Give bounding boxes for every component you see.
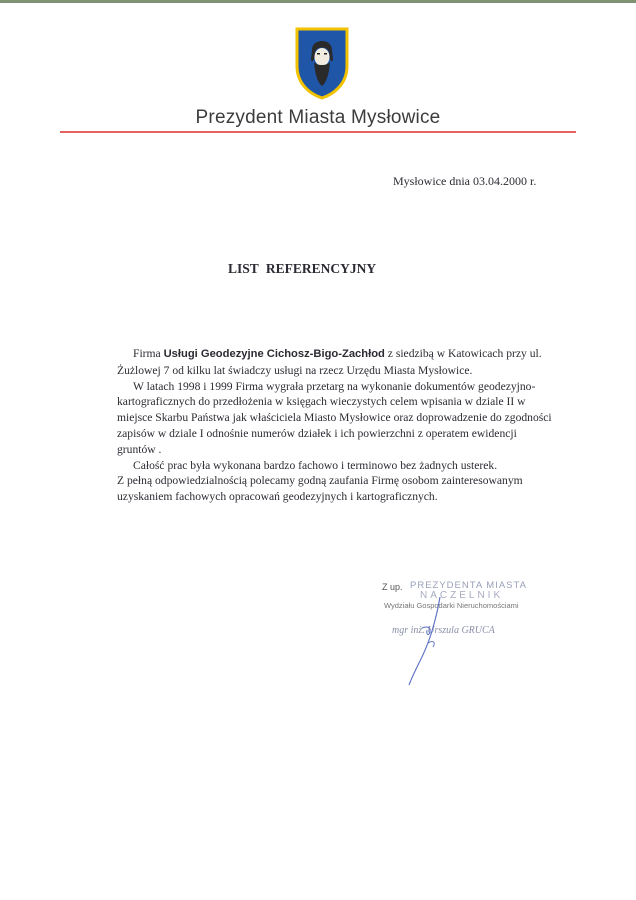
- top-edge-rule: [0, 0, 636, 3]
- header-title: Prezydent Miasta Mysłowice: [195, 107, 441, 128]
- stamp-line-1: PREZYDENTA MIASTA: [410, 580, 527, 591]
- paragraph-1: [117, 346, 553, 379]
- stamp-line-3: Wydziału Gospodarki Nieruchomościami: [384, 601, 519, 610]
- handwritten-signature: [400, 595, 460, 690]
- paragraph-1-lead: Firma: [133, 347, 164, 360]
- letter-date: Mysłowice dnia 03.04.2000 r.: [393, 174, 537, 188]
- paragraph-4: [117, 473, 553, 505]
- stamp-z-up: Z up.: [382, 582, 403, 592]
- stamp-line-2: NACZELNIK: [420, 590, 504, 601]
- stamp-signatory-name: mgr inż. Urszula GRUCA: [392, 625, 495, 636]
- paragraph-1-rest: z siedzibą w Katowicach przy ul. Żużlowej 7 od kilku lat świadczy usługi na rzecz Urzędu Miasta Mysłowice.: [117, 347, 542, 377]
- city-crest-icon: [294, 26, 350, 100]
- header-divider: [60, 131, 576, 133]
- paragraph-2-text: W latach 1998 i 1999 Firma wygrała przetarg na wykonanie dokumentów geodezyjno-kartograficznych do przedłożenia w księgach wieczystych celem wpisania w dziale II w miejsce Skarbu Państwa jak właściciela Miasto Mysłowice oraz doprowadzenie do zgodności zapisów w dziale I odnośnie numerów działek i ich powierzchni z operatem ewidencji gruntów .: [117, 379, 552, 456]
- paragraph-3-text: Całość prac była wykonana bardzo fachowo i terminowo bez żadnych usterek.: [133, 458, 498, 472]
- letter-body: [117, 346, 553, 505]
- paragraph-3: [117, 458, 553, 474]
- letter-title: LIST REFERENCYJNY: [228, 261, 377, 276]
- paragraph-4-text: Z pełną odpowiedzialnością polecamy godną zaufania Firmę osobom zainteresowanym uzyskaniem fachowych opracowań geodezyjnych i kartograficznych.: [117, 474, 523, 504]
- company-name: Usługi Geodezyjne Cichosz-Bigo-Zachłod: [163, 348, 385, 360]
- paragraph-2: [117, 379, 553, 458]
